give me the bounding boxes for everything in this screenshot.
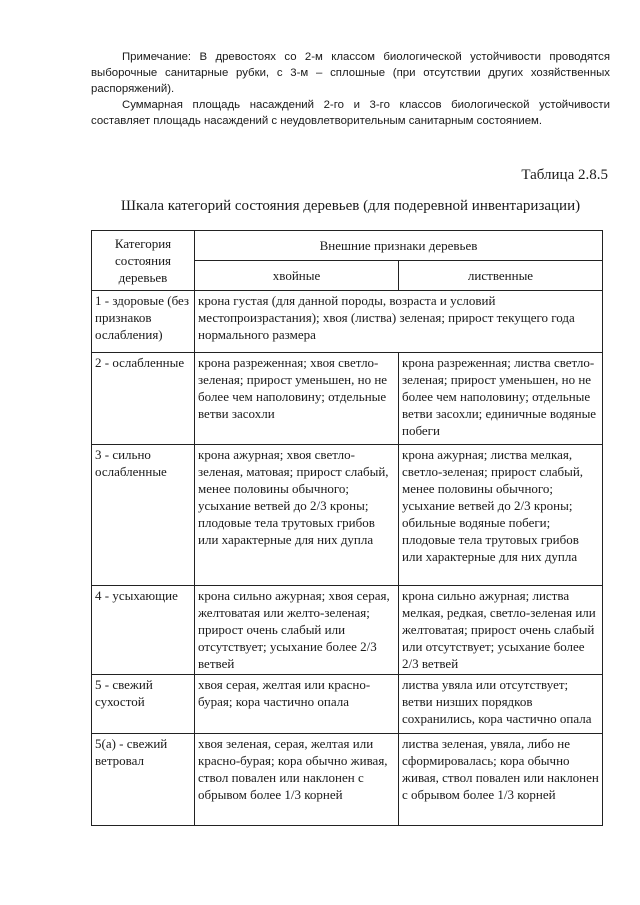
row-coniferous: крона ажурная; хвоя светло-зеленая, матовая; прирост слабый, менее половины обычного; усыхание ветвей до 2/3 кроны; плодовые тела трутовых грибов или характерные для них дупла — [195, 445, 399, 586]
row-deciduous: крона разреженная; листва светло-зеленая; прирост уменьшен, но не более чем наполовину; отдельные ветви засохли; единичные водяные побеги — [399, 353, 603, 445]
table-number: Таблица 2.8.5 — [521, 167, 608, 183]
note-paragraph-1: Примечание: В древостоях со 2-м классом биологической устойчивости проводятся выборочные санитарные рубки, с 3-м – сплошные (при отсутствии других хозяйственных распоряжений). — [91, 51, 610, 95]
row-category: 2 - ослабленные — [92, 353, 195, 445]
header-coniferous: хвойные — [195, 261, 399, 291]
row-coniferous: крона сильно ажурная; хвоя серая, желтоватая или желто-зеленая; прирост очень слабый или отсутствует; усыхание более 2/3 ветвей — [195, 586, 399, 675]
table-row — [92, 586, 603, 675]
row-category: 5(а) - свежий ветровал — [92, 734, 195, 826]
row-coniferous: хвоя зеленая, серая, желтая или красно-бурая; кора обычно живая, ствол повален или наклонен с обрывом более 1/3 корней — [195, 734, 399, 826]
row-category: 1 - здоровые (без признаков ослабления) — [92, 291, 195, 353]
row-category: 4 - усыхающие — [92, 586, 195, 675]
header-signs: Внешние признаки деревьев — [195, 231, 603, 261]
row-category: 5 - свежий сухостой — [92, 675, 195, 734]
tree-condition-table — [91, 230, 603, 826]
row-combined-signs: крона густая (для данной породы, возраста и условий местопроизрастания); хвоя (листва) зеленая; прирост текущего года нормального размера — [195, 291, 603, 353]
note-paragraph-2: Суммарная площадь насаждений 2-го и 3-го классов биологической устойчивости составляет площадь насаждений с неудовлетворительным санитарным состоянием. — [91, 99, 610, 127]
table-header-row — [92, 231, 603, 261]
header-category: Категория состояния деревьев — [92, 231, 195, 291]
table-row — [92, 291, 603, 353]
table-row — [92, 445, 603, 586]
table-row — [92, 675, 603, 734]
table-row — [92, 734, 603, 826]
row-deciduous: крона ажурная; листва мелкая, светло-зеленая; прирост слабый, менее половины обычного; усыхание ветвей до 2/3 кроны; обильные водяные побеги; плодовые тела трутовых грибов или характерные для них дупла — [399, 445, 603, 586]
row-deciduous: листва увяла или отсутствует; ветви низших порядков сохранились, кора частично опала — [399, 675, 603, 734]
note-section — [91, 49, 610, 129]
row-deciduous: листва зеленая, увяла, либо не сформировалась; кора обычно живая, ствол повален или наклонен с обрывом более 1/3 корней — [399, 734, 603, 826]
row-coniferous: хвоя серая, желтая или красно-бурая; кора частично опала — [195, 675, 399, 734]
row-deciduous: крона сильно ажурная; листва мелкая, редкая, светло-зеленая или желтоватая; прирост очень слабый или отсутствует; усыхание более 2/3 ветвей — [399, 586, 603, 675]
header-deciduous: лиственные — [399, 261, 603, 291]
table-title: Шкала категорий состояния деревьев (для подеревной инвентаризации) — [120, 198, 581, 214]
row-category: 3 - сильно ослабленные — [92, 445, 195, 586]
row-coniferous: крона разреженная; хвоя светло-зеленая; прирост уменьшен, но не более чем наполовину; отдельные ветви засохли — [195, 353, 399, 445]
table-row — [92, 353, 603, 445]
